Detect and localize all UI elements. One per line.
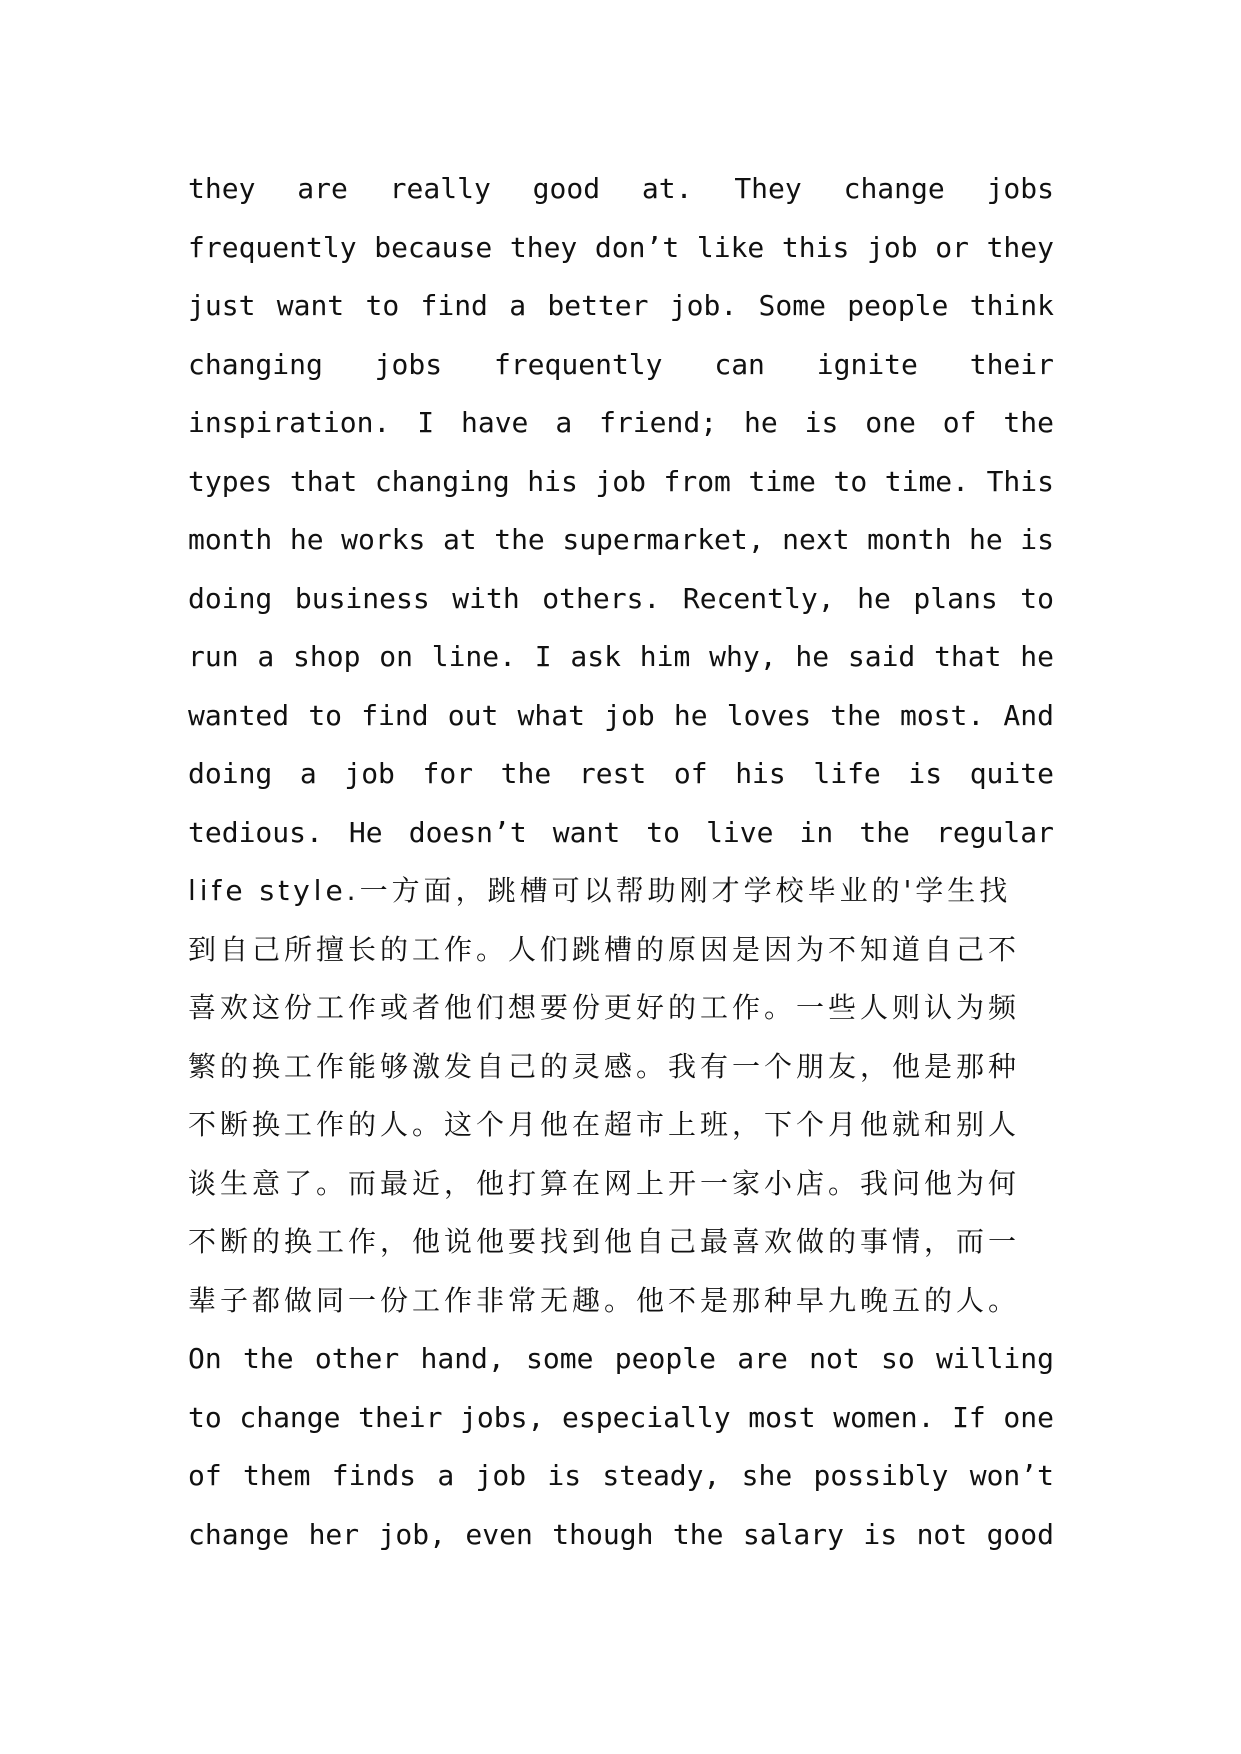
text-line-20: 辈子都做同一份工作非常无趣。他不是那种早九晚五的人。 xyxy=(188,1283,1021,1317)
text-line-19: 不断的换工作，他说他要找到他自己最喜欢做的事情，而一 xyxy=(188,1225,1021,1258)
text-line-23: of them finds a job is steady, she possibly won’t xyxy=(188,1459,1054,1492)
text-line-21: On the other hand, some people are not so willing xyxy=(188,1342,1054,1375)
text-line-8: doing business with others. Recently, he plans to xyxy=(188,581,1054,615)
text-line-12: tedious. He doesn’t want to live in the regular xyxy=(188,815,1054,849)
text-line-1: they are really good at. They change jobs xyxy=(188,172,1054,205)
text-line-7: month he works at the supermarket, next month he is xyxy=(188,523,1054,556)
text-line-17: 不断换工作的人。这个月他在超市上班，下个月他就和别人 xyxy=(188,1108,1021,1141)
text-line-18: 谈生意了。而最近，他打算在网上开一家小店。我问他为何 xyxy=(188,1166,1021,1200)
text-line-5: inspiration. I have a friend; he is one of the xyxy=(188,406,1054,439)
text-line-6: types that changing his job from time to time. This xyxy=(188,464,1054,498)
text-line-11: doing a job for the rest of his life is quite xyxy=(188,757,1054,790)
text-line-13: life style.一方面，跳槽可以帮助刚才学校毕业的'学生找 xyxy=(188,874,1012,907)
text-line-3: just want to find a better job. Some people think xyxy=(188,289,1054,322)
text-line-22: to change their jobs, especially most women. If one xyxy=(188,1400,1054,1434)
text-line-4: changing jobs frequently can ignite their xyxy=(188,347,1054,381)
text-line-2: frequently because they don’t like this job or they xyxy=(188,230,1054,264)
text-line-15: 喜欢这份工作或者他们想要份更好的工作。一些人则认为频 xyxy=(188,991,1021,1024)
body-text xyxy=(188,160,1054,1564)
text-line-9: run a shop on line. I ask him why, he said that he xyxy=(188,640,1054,673)
text-line-10: wanted to find out what job he loves the most. And xyxy=(188,698,1054,732)
text-line-24: change her job, even though the salary is not good xyxy=(188,1517,1054,1551)
text-line-14: 到自己所擅长的工作。人们跳槽的原因是因为不知道自己不 xyxy=(188,932,1021,966)
text-line-16: 繁的换工作能够激发自己的灵感。我有一个朋友，他是那种 xyxy=(188,1049,1021,1083)
